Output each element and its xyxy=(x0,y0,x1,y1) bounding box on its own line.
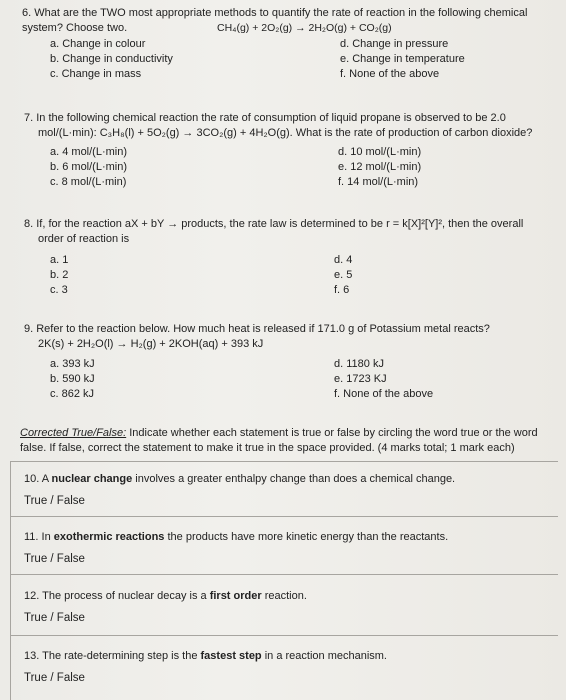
option-d[interactable]: d. Change in pressure xyxy=(340,38,449,50)
option-f[interactable]: f. 14 mol/(L·min) xyxy=(338,176,419,188)
question-8-line2: order of reaction is xyxy=(38,233,130,245)
question-6-equation: CH₄(g) + 2O₂(g) → 2H₂O(g) + CO₂(g) xyxy=(217,22,392,34)
question-9-line1: 9. Refer to the reaction below. How much heat is released if 171.0 g of Potassium metal reacts? xyxy=(24,323,490,335)
option-e[interactable]: e. 12 mol/(L·min) xyxy=(338,161,422,173)
divider xyxy=(10,635,558,636)
option-b[interactable]: b. 2 xyxy=(50,269,69,281)
box-left-border xyxy=(10,461,11,700)
option-d[interactable]: d. 4 xyxy=(334,254,353,266)
option-a[interactable]: a. 4 mol/(L·min) xyxy=(50,146,128,158)
option-e[interactable]: e. Change in temperature xyxy=(340,53,465,65)
divider xyxy=(10,574,558,575)
instructions-line2: false. If false, correct the statement to make it true in the space provided. (4 marks total; 1 mark each) xyxy=(20,442,515,454)
question-8-line1: 8. If, for the reaction aX + bY → products, the rate law is determined to be r = k[X]²[Y]², then the overall xyxy=(24,218,524,230)
true-false-choice[interactable]: True / False xyxy=(24,672,85,684)
option-c[interactable]: c. Change in mass xyxy=(50,68,142,80)
option-b[interactable]: b. 590 kJ xyxy=(50,373,95,385)
option-c[interactable]: c. 3 xyxy=(50,284,68,296)
option-a[interactable]: a. Change in colour xyxy=(50,38,146,50)
option-f[interactable]: f. None of the above xyxy=(340,68,440,80)
question-8 xyxy=(24,217,558,247)
question-6-options-left xyxy=(50,37,173,82)
option-d[interactable]: d. 1180 kJ xyxy=(334,358,384,370)
question-7 xyxy=(24,111,558,141)
question-9-line2: 2K(s) + 2H₂O(l) → H₂(g) + 2KOH(aq) + 393 kJ xyxy=(38,338,264,350)
option-f[interactable]: f. None of the above xyxy=(334,388,434,400)
tf-statement: 13. The rate-determining step is the fastest step in a reaction mechanism. xyxy=(24,650,387,662)
question-6-text: 6. What are the TWO most appropriate methods to quantify the rate of reaction in the following chemical system? Choose two. xyxy=(22,7,528,34)
true-false-instructions xyxy=(20,426,560,456)
option-a[interactable]: a. 1 xyxy=(50,254,69,266)
question-9-options-right xyxy=(334,357,433,402)
instructions-line1: Indicate whether each statement is true or false by circling the word true or the word xyxy=(126,427,538,439)
tf-statement: 11. In exothermic reactions the products have more kinetic energy than the reactants. xyxy=(24,531,449,543)
divider xyxy=(10,516,558,517)
option-b[interactable]: b. 6 mol/(L·min) xyxy=(50,161,128,173)
true-false-choice[interactable]: True / False xyxy=(24,612,85,624)
divider xyxy=(10,461,558,462)
question-9-options-left xyxy=(50,357,95,402)
question-6-options-right xyxy=(340,37,465,82)
question-6 xyxy=(22,6,558,36)
option-f[interactable]: f. 6 xyxy=(334,284,350,296)
option-e[interactable]: e. 5 xyxy=(334,269,353,281)
true-false-choice[interactable]: True / False xyxy=(24,495,85,507)
tf-statement: 10. A nuclear change involves a greater enthalpy change than does a chemical change. xyxy=(24,473,456,485)
option-d[interactable]: d. 10 mol/(L·min) xyxy=(338,146,422,158)
question-9 xyxy=(24,322,558,352)
option-c[interactable]: c. 862 kJ xyxy=(50,388,95,400)
question-8-options-right xyxy=(334,253,352,298)
tf-statement: 12. The process of nuclear decay is a first order reaction. xyxy=(24,590,307,602)
option-e[interactable]: e. 1723 KJ xyxy=(334,373,387,385)
question-7-line1: 7. In the following chemical reaction the rate of consumption of liquid propane is observed to be 2.0 xyxy=(24,112,506,124)
option-c[interactable]: c. 8 mol/(L·min) xyxy=(50,176,127,188)
question-7-line2: mol/(L·min): C₃H₈(l) + 5O₂(g) → 3CO₂(g) + 4H₂O(g). What is the rate of production of carbon dioxide? xyxy=(38,127,533,139)
true-false-choice[interactable]: True / False xyxy=(24,553,85,565)
question-7-options-right xyxy=(338,145,421,190)
question-7-options-left xyxy=(50,145,127,190)
instructions-heading: Corrected True/False: xyxy=(20,427,127,439)
question-8-options-left xyxy=(50,253,68,298)
option-a[interactable]: a. 393 kJ xyxy=(50,358,95,370)
option-b[interactable]: b. Change in conductivity xyxy=(50,53,173,65)
